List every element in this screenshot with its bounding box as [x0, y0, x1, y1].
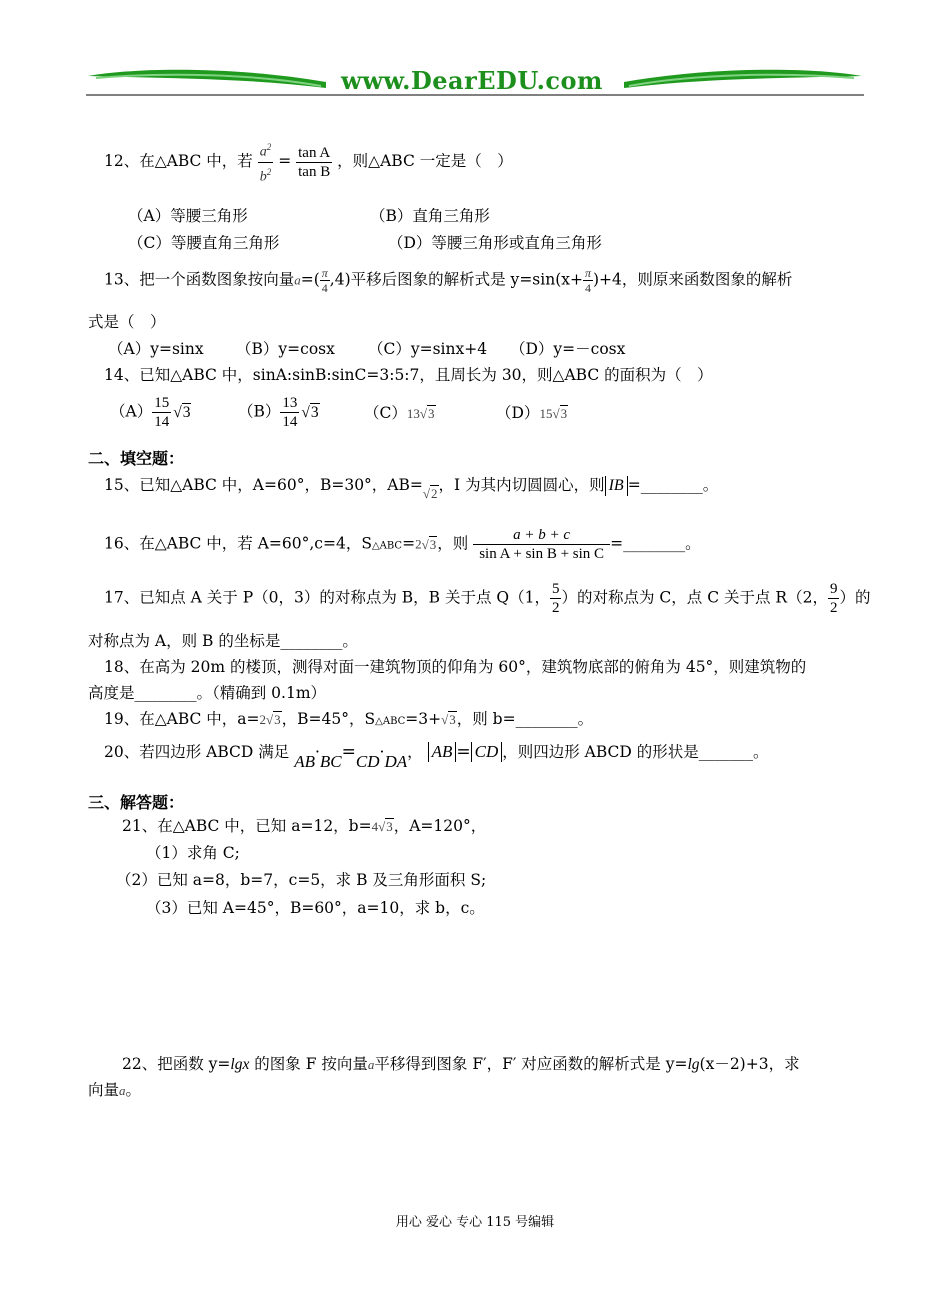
q22-line2: 向量a。	[88, 1081, 142, 1099]
header-banner	[86, 64, 864, 100]
q12-lhs-fraction: $\frac{a^2}{b^2}$	[258, 138, 274, 186]
question-22: 22、把函数 y=lgx 的图象 F 按向量a平移得到图象 F′，F′ 对应函数的解析式是 y=lg(x－2)+3，求	[122, 1055, 800, 1073]
q13-suffix: )+4，则原来函数图象的解析	[593, 270, 793, 289]
section-3-title: 三、解答题：	[88, 793, 185, 812]
q12-option-b: （B）直角三角形	[370, 207, 490, 225]
q13-fraction-pi-4b: $\frac{\pi}{4}$	[584, 266, 591, 295]
q13-option-a: （A）y=sinx	[108, 340, 204, 358]
q13-line2: 式是（ ）	[88, 313, 166, 331]
q18-line2: 高度是________。（精确到 0.1m）	[88, 684, 327, 702]
q14-option-b: （B） $\frac{13}{14}$ √3	[238, 395, 319, 430]
q21-part3: （3）已知 A=45°，B=60°，a=10，求 b，c。	[146, 899, 485, 917]
q14-option-d: （D）15√3	[496, 404, 568, 422]
question-20: 20、若四边形 ABCD 满足 AB·BC=CD·DA， AB = CD ，则四边形 ABCD 的形状是_______。	[104, 742, 769, 771]
q12-option-a: （A）等腰三角形	[128, 207, 248, 225]
q13-option-c: （C）y=sinx+4	[368, 340, 488, 358]
q12-equals: =	[278, 152, 292, 171]
q21-part1: （1）求角 C;	[146, 844, 240, 862]
q15-magnitude-IB: IB	[605, 476, 628, 496]
question-13	[104, 266, 792, 295]
q21-part2: （2）已知 a=8，b=7，c=5，求 B 及三角形面积 S;	[116, 871, 487, 889]
question-19: 19、在△ABC 中，a=2√3，B=45°，S△ABC=3+√3，则 b=________。	[104, 710, 594, 728]
q14-option-c: （C）13√3	[364, 404, 435, 422]
q13-mid1: =(	[300, 270, 320, 289]
q17-line2: 对称点为 A，则 B 的坐标是________。	[88, 632, 358, 650]
question-21: 21、在△ABC 中，已知 a=12，b=4√3，A=120°，	[122, 817, 487, 835]
q13-prefix: 13、把一个函数图象按向量	[104, 270, 295, 289]
q12-rhs-fraction: $\frac{\text{tan A}}{\text{tan B}}$	[298, 144, 331, 180]
q14-option-a: （A） $\frac{15}{14}$ √3	[110, 395, 191, 430]
q13-fraction-pi-4: $\frac{\pi}{4}$	[321, 266, 328, 295]
question-17: 17、已知点 A 关于 P（0，3）的对称点为 B，B 关于点 Q（1， $\frac{5}{2}$ ）的对称点为 C，点 C 关于点 R（2， $\frac{9}{2}$ ）的	[104, 581, 871, 616]
question-15: 15、已知△ABC 中，A=60°，B=30°，AB=√2，I 为其内切圆圆心，则 IB =________。	[104, 476, 719, 501]
question-12	[104, 138, 513, 186]
q12-suffix: ，则△ABC 一定是（ ）	[337, 152, 513, 171]
q13-mid2: ,4)平移后图象的解析式是 y=sin(x+	[329, 270, 583, 289]
q12-prefix: 12、在△ABC 中，若	[104, 152, 253, 171]
q12-option-c: （C）等腰直角三角形	[128, 234, 280, 252]
q18-line1: 18、在高为 20m 的楼顶，测得对面一建筑物顶的仰角为 60°，建筑物底部的俯角为 45°，则建筑物的	[104, 658, 807, 676]
section-2-title: 二、填空题：	[88, 449, 185, 468]
q13-option-b: （B）y=cosx	[236, 340, 335, 358]
q13-vector-a: a	[294, 272, 301, 288]
question-16: 16、在△ABC 中，若 A=60°,c=4，S△ABC=2√3，则 $\frac{a + b + c}{\text{sin A + sin B + sin C}}$ =________。	[104, 527, 701, 562]
q13-option-d: （D）y=－cosx	[510, 340, 626, 358]
page-footer: 用心 爱心 专心 115 号编辑	[395, 1215, 555, 1230]
site-logo: www.DearEDU.com	[341, 66, 603, 95]
question-14: 14、已知△ABC 中，sinA:sinB:sinC=3:5:7，且周长为 30，则△ABC 的面积为（ ）	[104, 366, 713, 384]
q16-fraction: $\frac{a + b + c}{\text{sin A + sin B + sin C}}$	[473, 526, 610, 563]
q12-option-d: （D）等腰三角形或直角三角形	[388, 234, 602, 252]
